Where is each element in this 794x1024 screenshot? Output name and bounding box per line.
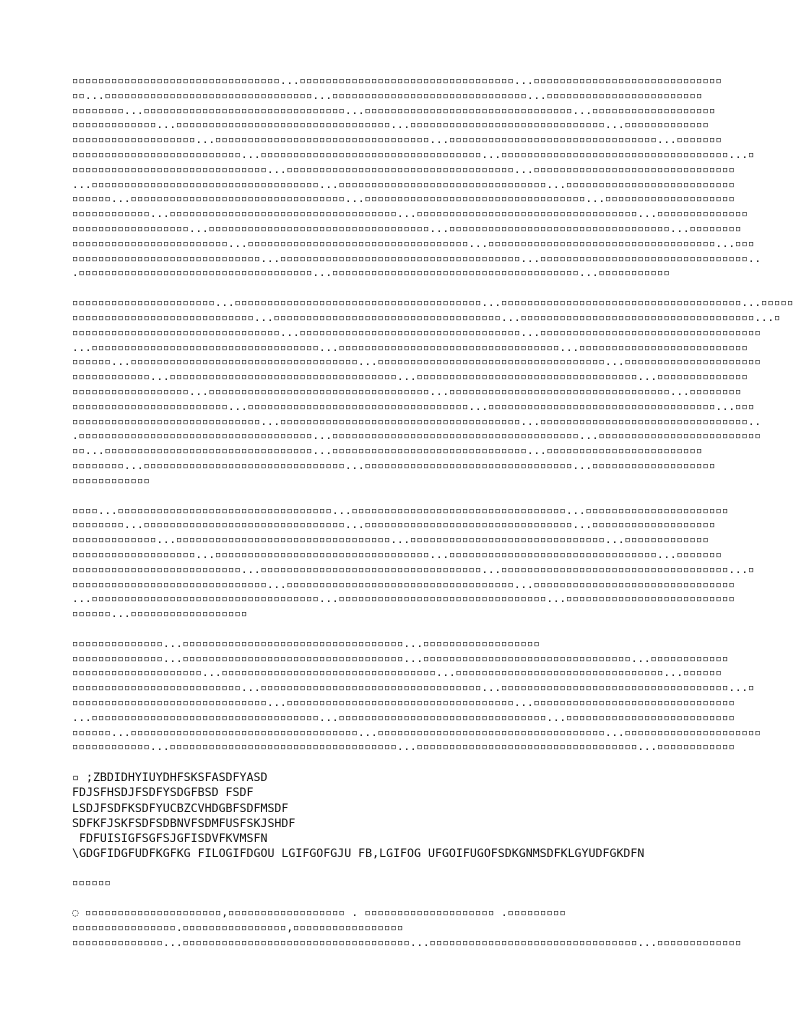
text-line: ▫▫▫▫▫▫▫▫▫▫▫▫ bbox=[72, 473, 151, 487]
text-line: ▫▫▫▫▫▫...▫▫▫▫▫▫▫▫▫▫▫▫▫▫▫▫▫▫▫▫▫▫▫▫▫▫▫▫▫▫▫▫▫▫▫...▫▫▫▫▫▫▫▫▫▫▫▫▫▫▫▫▫▫▫▫▫▫▫▫▫▫▫▫▫▫▫▫▫▫▫...▫▫▫▫▫▫▫▫▫▫▫▫▫▫▫▫▫▫▫▫▫ bbox=[72, 355, 762, 369]
text-line: ▫▫▫▫▫▫▫▫▫▫▫▫▫...▫▫▫▫▫▫▫▫▫▫▫▫▫▫▫▫▫▫▫▫▫▫▫▫▫▫▫▫▫▫▫▫▫...▫▫▫▫▫▫▫▫▫▫▫▫▫▫▫▫▫▫▫▫▫▫▫▫▫▫▫▫▫▫...▫▫▫▫▫▫▫▫▫▫▫▫▫ bbox=[72, 533, 710, 547]
text-line: ▫▫▫▫▫▫▫▫▫▫▫▫▫▫▫▫▫▫...▫▫▫▫▫▫▫▫▫▫▫▫▫▫▫▫▫▫▫▫▫▫▫▫▫▫▫▫▫▫▫▫▫▫...▫▫▫▫▫▫▫▫▫▫▫▫▫▫▫▫▫▫▫▫▫▫▫▫▫▫▫▫▫▫▫▫▫▫...▫▫▫▫▫▫▫▫ bbox=[72, 384, 742, 398]
text-line: ▫▫▫▫...▫▫▫▫▫▫▫▫▫▫▫▫▫▫▫▫▫▫▫▫▫▫▫▫▫▫▫▫▫▫▫▫▫...▫▫▫▫▫▫▫▫▫▫▫▫▫▫▫▫▫▫▫▫▫▫▫▫▫▫▫▫▫▫▫▫▫...▫▫▫▫▫▫▫▫▫▫▫▫▫▫▫▫▫▫▫▫▫▫ bbox=[72, 503, 729, 517]
text-line: SDFKFJSKFSDFSDBNVFSDMFUSFSKJSHDF bbox=[72, 815, 296, 830]
text-line: ▫▫▫▫▫▫▫▫▫▫▫▫▫▫▫▫.▫▫▫▫▫▫▫▫▫▫▫▫▫▫▫▫,▫▫▫▫▫▫▫▫▫▫▫▫▫▫▫▫▫ bbox=[72, 920, 404, 934]
text-line: ◌ ▫▫▫▫▫▫▫▫▫▫▫▫▫▫▫▫▫▫▫▫▫,▫▫▫▫▫▫▫▫▫▫▫▫▫▫▫▫▫▫ . ▫▫▫▫▫▫▫▫▫▫▫▫▫▫▫▫▫▫▫▫ .▫▫▫▫▫▫▫▫▫ bbox=[72, 906, 567, 920]
text-line: ▫▫▫▫▫▫▫▫▫▫▫▫▫▫▫▫▫▫▫▫▫▫▫▫▫▫▫▫▫▫...▫▫▫▫▫▫▫▫▫▫▫▫▫▫▫▫▫▫▫▫▫▫▫▫▫▫▫▫▫▫▫▫▫▫▫...▫▫▫▫▫▫▫▫▫▫▫▫▫▫▫▫▫▫▫▫▫▫▫▫▫▫▫▫▫▫▫ bbox=[72, 162, 736, 176]
text-line: ▫▫▫▫▫▫▫▫▫▫▫▫▫▫▫▫▫▫▫▫▫▫▫▫▫▫...▫▫▫▫▫▫▫▫▫▫▫▫▫▫▫▫▫▫▫▫▫▫▫▫▫▫▫▫▫▫▫▫▫▫...▫▫▫▫▫▫▫▫▫▫▫▫▫▫▫▫▫▫▫▫▫▫▫▫▫▫▫▫▫▫▫▫▫▫▫...▫ bbox=[72, 681, 755, 695]
text-line: ▫▫...▫▫▫▫▫▫▫▫▫▫▫▫▫▫▫▫▫▫▫▫▫▫▫▫▫▫▫▫▫▫▫▫...▫▫▫▫▫▫▫▫▫▫▫▫▫▫▫▫▫▫▫▫▫▫▫▫▫▫▫▫▫▫...▫▫▫▫▫▫▫▫▫▫▫▫▫▫▫▫▫▫▫▫▫▫▫▫ bbox=[72, 88, 703, 102]
text-line: .▫▫▫▫▫▫▫▫▫▫▫▫▫▫▫▫▫▫▫▫▫▫▫▫▫▫▫▫▫▫▫▫▫▫▫▫...▫▫▫▫▫▫▫▫▫▫▫▫▫▫▫▫▫▫▫▫▫▫▫▫▫▫▫▫▫▫▫▫▫▫▫▫▫▫...▫▫▫▫▫▫▫▫▫▫▫ bbox=[72, 266, 671, 280]
text-line: ▫▫▫▫▫▫...▫▫▫▫▫▫▫▫▫▫▫▫▫▫▫▫▫▫ bbox=[72, 607, 248, 621]
text-line: ▫▫▫▫▫▫▫▫▫▫▫▫▫▫▫▫▫▫▫▫▫▫▫▫▫▫▫▫▫▫...▫▫▫▫▫▫▫▫▫▫▫▫▫▫▫▫▫▫▫▫▫▫▫▫▫▫▫▫▫▫▫▫▫▫▫...▫▫▫▫▫▫▫▫▫▫▫▫▫▫▫▫▫▫▫▫▫▫▫▫▫▫▫▫▫▫▫ bbox=[72, 577, 736, 591]
text-line: ▫▫▫▫▫▫▫▫▫▫▫▫▫▫...▫▫▫▫▫▫▫▫▫▫▫▫▫▫▫▫▫▫▫▫▫▫▫▫▫▫▫▫▫▫▫▫▫▫▫...▫▫▫▫▫▫▫▫▫▫▫▫▫▫▫▫▫▫▫▫▫▫▫▫▫▫▫▫▫▫▫▫...▫▫▫▫▫▫▫▫▫▫▫▫▫ bbox=[72, 935, 742, 949]
text-line: ...▫▫▫▫▫▫▫▫▫▫▫▫▫▫▫▫▫▫▫▫▫▫▫▫▫▫▫▫▫▫▫▫▫▫▫...▫▫▫▫▫▫▫▫▫▫▫▫▫▫▫▫▫▫▫▫▫▫▫▫▫▫▫▫▫▫▫▫...▫▫▫▫▫▫▫▫▫▫▫▫▫▫▫▫▫▫▫▫▫▫▫▫▫▫ bbox=[72, 710, 736, 724]
text-line: ▫▫▫▫▫▫...▫▫▫▫▫▫▫▫▫▫▫▫▫▫▫▫▫▫▫▫▫▫▫▫▫▫▫▫▫▫▫▫▫▫▫...▫▫▫▫▫▫▫▫▫▫▫▫▫▫▫▫▫▫▫▫▫▫▫▫▫▫▫▫▫▫▫▫▫▫▫...▫▫▫▫▫▫▫▫▫▫▫▫▫▫▫▫▫▫▫▫▫ bbox=[72, 725, 762, 739]
text-line: FDJSFHSDJFSDFYSDGFBSD FSDF bbox=[72, 785, 254, 800]
text-line: ▫▫▫▫▫▫▫▫...▫▫▫▫▫▫▫▫▫▫▫▫▫▫▫▫▫▫▫▫▫▫▫▫▫▫▫▫▫▫▫...▫▫▫▫▫▫▫▫▫▫▫▫▫▫▫▫▫▫▫▫▫▫▫▫▫▫▫▫▫▫▫▫...▫▫▫▫▫▫▫▫▫▫▫▫▫▫▫▫▫▫▫ bbox=[72, 518, 716, 532]
text-line: ▫▫▫▫▫▫▫▫▫▫▫▫...▫▫▫▫▫▫▫▫▫▫▫▫▫▫▫▫▫▫▫▫▫▫▫▫▫▫▫▫▫▫▫▫▫▫▫...▫▫▫▫▫▫▫▫▫▫▫▫▫▫▫▫▫▫▫▫▫▫▫▫▫▫▫▫▫▫▫▫▫▫...▫▫▫▫▫▫▫▫▫▫▫▫▫▫ bbox=[72, 370, 749, 384]
text-line: \GDGFIDGFUDFKGFKG FILOGIFDGOU LGIFGOFGJU FB,LGIFOG UFGOIFUGOFSDKGNMSDFKLGYUDFGKDFN bbox=[72, 846, 645, 861]
text-line: ▫▫▫▫▫▫▫▫▫▫▫▫▫▫▫▫▫▫▫▫...▫▫▫▫▫▫▫▫▫▫▫▫▫▫▫▫▫▫▫▫▫▫▫▫▫▫▫▫▫▫▫▫▫...▫▫▫▫▫▫▫▫▫▫▫▫▫▫▫▫▫▫▫▫▫▫▫▫▫▫▫▫▫▫▫▫...▫▫▫▫▫▫ bbox=[72, 666, 723, 680]
text-line: ▫▫▫▫▫▫▫▫▫▫▫▫▫▫▫▫▫▫▫▫▫▫▫▫▫▫▫▫▫▫▫▫...▫▫▫▫▫▫▫▫▫▫▫▫▫▫▫▫▫▫▫▫▫▫▫▫▫▫▫▫▫▫▫▫▫...▫▫▫▫▫▫▫▫▫▫▫▫▫▫▫▫▫▫▫▫▫▫▫▫▫▫▫▫▫ bbox=[72, 74, 723, 87]
text-line: ▫▫▫▫▫▫▫▫▫▫▫▫▫▫...▫▫▫▫▫▫▫▫▫▫▫▫▫▫▫▫▫▫▫▫▫▫▫▫▫▫▫▫▫▫▫▫▫▫...▫▫▫▫▫▫▫▫▫▫▫▫▫▫▫▫▫▫ bbox=[72, 636, 541, 650]
text-line: ...▫▫▫▫▫▫▫▫▫▫▫▫▫▫▫▫▫▫▫▫▫▫▫▫▫▫▫▫▫▫▫▫▫▫▫...▫▫▫▫▫▫▫▫▫▫▫▫▫▫▫▫▫▫▫▫▫▫▫▫▫▫▫▫▫▫▫▫...▫▫▫▫▫▫▫▫▫▫▫▫▫▫▫▫▫▫▫▫▫▫▫▫▫▫ bbox=[72, 592, 736, 606]
text-line: ▫▫▫▫▫▫▫▫▫▫▫▫▫▫▫▫▫▫▫▫▫▫▫▫▫▫...▫▫▫▫▫▫▫▫▫▫▫▫▫▫▫▫▫▫▫▫▫▫▫▫▫▫▫▫▫▫▫▫▫▫...▫▫▫▫▫▫▫▫▫▫▫▫▫▫▫▫▫▫▫▫▫▫▫▫▫▫▫▫▫▫▫▫▫▫▫...▫ bbox=[72, 147, 755, 161]
paragraph bbox=[72, 74, 762, 281]
paragraph bbox=[72, 876, 712, 891]
text-line: ...▫▫▫▫▫▫▫▫▫▫▫▫▫▫▫▫▫▫▫▫▫▫▫▫▫▫▫▫▫▫▫▫▫▫▫...▫▫▫▫▫▫▫▫▫▫▫▫▫▫▫▫▫▫▫▫▫▫▫▫▫▫▫▫▫▫▫▫...▫▫▫▫▫▫▫▫▫▫▫▫▫▫▫▫▫▫▫▫▫▫▫▫▫▫ bbox=[72, 177, 736, 191]
text-line: ▫▫▫▫▫▫▫▫▫▫▫▫▫▫▫▫▫▫▫▫▫▫▫▫▫▫▫▫▫▫▫▫...▫▫▫▫▫▫▫▫▫▫▫▫▫▫▫▫▫▫▫▫▫▫▫▫▫▫▫▫▫▫▫▫▫▫...▫▫▫▫▫▫▫▫▫▫▫▫▫▫▫▫▫▫▫▫▫▫▫▫▫▫▫▫▫▫▫▫▫▫ bbox=[72, 325, 762, 339]
text-line: ▫▫▫▫▫▫▫▫▫▫▫▫▫▫▫▫▫▫▫▫▫▫▫▫▫▫...▫▫▫▫▫▫▫▫▫▫▫▫▫▫▫▫▫▫▫▫▫▫▫▫▫▫▫▫▫▫▫▫▫▫...▫▫▫▫▫▫▫▫▫▫▫▫▫▫▫▫▫▫▫▫▫▫▫▫▫▫▫▫▫▫▫▫▫▫▫...▫ bbox=[72, 562, 755, 576]
text-line: ▫▫▫▫▫▫▫▫▫▫▫▫▫▫...▫▫▫▫▫▫▫▫▫▫▫▫▫▫▫▫▫▫▫▫▫▫▫▫▫▫▫▫▫▫▫▫▫▫...▫▫▫▫▫▫▫▫▫▫▫▫▫▫▫▫▫▫▫▫▫▫▫▫▫▫▫▫▫▫▫▫...▫▫▫▫▫▫▫▫▫▫▫▫ bbox=[72, 651, 729, 665]
text-line: ...▫▫▫▫▫▫▫▫▫▫▫▫▫▫▫▫▫▫▫▫▫▫▫▫▫▫▫▫▫▫▫▫▫▫▫...▫▫▫▫▫▫▫▫▫▫▫▫▫▫▫▫▫▫▫▫▫▫▫▫▫▫▫▫▫▫▫▫▫▫...▫▫▫▫▫▫▫▫▫▫▫▫▫▫▫▫▫▫▫▫▫▫▫▫▫▫ bbox=[72, 340, 749, 354]
paragraph bbox=[72, 503, 755, 622]
text-line: ▫▫▫▫▫▫▫▫▫▫▫▫▫▫▫▫▫▫▫▫▫▫▫▫▫▫▫▫▫...▫▫▫▫▫▫▫▫▫▫▫▫▫▫▫▫▫▫▫▫▫▫▫▫▫▫▫▫▫▫▫▫▫▫▫▫▫...▫▫▫▫▫▫▫▫▫▫▫▫▫▫▫▫▫▫▫▫▫▫▫▫▫▫▫▫▫▫▫▫.. bbox=[72, 414, 762, 428]
text-line: ▫▫▫▫▫▫▫▫▫▫▫▫▫▫▫▫▫▫▫...▫▫▫▫▫▫▫▫▫▫▫▫▫▫▫▫▫▫▫▫▫▫▫▫▫▫▫▫▫▫▫▫▫...▫▫▫▫▫▫▫▫▫▫▫▫▫▫▫▫▫▫▫▫▫▫▫▫▫▫▫▫▫▫▫▫...▫▫▫▫▫▫▫ bbox=[72, 547, 723, 561]
text-line: ▫▫▫▫▫▫▫▫▫▫▫▫▫▫▫▫▫▫▫▫▫▫...▫▫▫▫▫▫▫▫▫▫▫▫▫▫▫▫▫▫▫▫▫▫▫▫▫▫▫▫▫▫▫▫▫▫▫▫▫▫...▫▫▫▫▫▫▫▫▫▫▫▫▫▫▫▫▫▫▫▫▫▫▫▫▫▫▫▫▫▫▫▫▫▫▫▫▫...▫▫▫▫▫ bbox=[72, 296, 794, 310]
text-line: ▫▫▫▫▫▫▫▫▫▫▫▫▫▫▫▫▫▫▫...▫▫▫▫▫▫▫▫▫▫▫▫▫▫▫▫▫▫▫▫▫▫▫▫▫▫▫▫▫▫▫▫▫...▫▫▫▫▫▫▫▫▫▫▫▫▫▫▫▫▫▫▫▫▫▫▫▫▫▫▫▫▫▫▫▫...▫▫▫▫▫▫▫ bbox=[72, 133, 723, 147]
text-line: ▫▫▫▫▫▫▫▫▫▫▫▫...▫▫▫▫▫▫▫▫▫▫▫▫▫▫▫▫▫▫▫▫▫▫▫▫▫▫▫▫▫▫▫▫▫▫▫...▫▫▫▫▫▫▫▫▫▫▫▫▫▫▫▫▫▫▫▫▫▫▫▫▫▫▫▫▫▫▫▫▫▫...▫▫▫▫▫▫▫▫▫▫▫▫ bbox=[72, 740, 736, 754]
document-page bbox=[72, 74, 794, 966]
text-line: ▫▫▫▫▫▫▫▫▫▫▫▫▫▫▫▫▫▫▫▫▫▫▫▫▫▫▫▫...▫▫▫▫▫▫▫▫▫▫▫▫▫▫▫▫▫▫▫▫▫▫▫▫▫▫▫▫▫▫▫▫▫▫▫...▫▫▫▫▫▫▫▫▫▫▫▫▫▫▫▫▫▫▫▫▫▫▫▫▫▫▫▫▫▫▫▫▫▫▫▫...▫ bbox=[72, 310, 781, 324]
text-line: ▫▫▫▫▫▫ bbox=[72, 876, 112, 890]
text-line: ▫ ;ZBDIDHYIUYDHFSKSFASDFYASD bbox=[72, 770, 268, 785]
text-line: FDFUISIGFSGFSJGFISDVFKVMSFN bbox=[72, 831, 268, 846]
text-line: ▫▫▫▫▫▫▫▫▫▫▫▫▫▫▫▫▫▫▫▫▫▫▫▫...▫▫▫▫▫▫▫▫▫▫▫▫▫▫▫▫▫▫▫▫▫▫▫▫▫▫▫▫▫▫▫▫▫▫...▫▫▫▫▫▫▫▫▫▫▫▫▫▫▫▫▫▫▫▫▫▫▫▫▫▫▫▫▫▫▫▫▫▫▫...▫▫▫ bbox=[72, 236, 755, 250]
text-line: ▫▫▫▫▫▫▫▫...▫▫▫▫▫▫▫▫▫▫▫▫▫▫▫▫▫▫▫▫▫▫▫▫▫▫▫▫▫▫▫...▫▫▫▫▫▫▫▫▫▫▫▫▫▫▫▫▫▫▫▫▫▫▫▫▫▫▫▫▫▫▫▫...▫▫▫▫▫▫▫▫▫▫▫▫▫▫▫▫▫▫▫ bbox=[72, 458, 716, 472]
text-line: ▫▫...▫▫▫▫▫▫▫▫▫▫▫▫▫▫▫▫▫▫▫▫▫▫▫▫▫▫▫▫▫▫▫▫...▫▫▫▫▫▫▫▫▫▫▫▫▫▫▫▫▫▫▫▫▫▫▫▫▫▫▫▫▫▫...▫▫▫▫▫▫▫▫▫▫▫▫▫▫▫▫▫▫▫▫▫▫▫▫ bbox=[72, 444, 703, 458]
text-line: ▫▫▫▫▫▫▫▫...▫▫▫▫▫▫▫▫▫▫▫▫▫▫▫▫▫▫▫▫▫▫▫▫▫▫▫▫▫▫▫...▫▫▫▫▫▫▫▫▫▫▫▫▫▫▫▫▫▫▫▫▫▫▫▫▫▫▫▫▫▫▫▫...▫▫▫▫▫▫▫▫▫▫▫▫▫▫▫▫▫▫▫ bbox=[72, 103, 716, 117]
text-line: ▫▫▫▫▫▫▫▫▫▫▫▫▫▫▫▫▫▫▫▫▫▫▫▫▫▫▫▫▫▫...▫▫▫▫▫▫▫▫▫▫▫▫▫▫▫▫▫▫▫▫▫▫▫▫▫▫▫▫▫▫▫▫▫▫▫...▫▫▫▫▫▫▫▫▫▫▫▫▫▫▫▫▫▫▫▫▫▫▫▫▫▫▫▫▫▫▫ bbox=[72, 696, 736, 710]
text-line: ▫▫▫▫▫▫▫▫▫▫▫▫▫▫▫▫▫▫▫▫▫▫▫▫...▫▫▫▫▫▫▫▫▫▫▫▫▫▫▫▫▫▫▫▫▫▫▫▫▫▫▫▫▫▫▫▫▫▫...▫▫▫▫▫▫▫▫▫▫▫▫▫▫▫▫▫▫▫▫▫▫▫▫▫▫▫▫▫▫▫▫▫▫▫...▫▫▫ bbox=[72, 399, 755, 413]
text-line: LSDJFSDFKSDFYUCBZCVHDGBFSDFMSDF bbox=[72, 800, 289, 815]
paragraph bbox=[72, 906, 742, 950]
paragraph bbox=[72, 296, 794, 488]
paragraph bbox=[72, 770, 712, 861]
text-line: ▫▫▫▫▫▫▫▫▫▫▫▫▫...▫▫▫▫▫▫▫▫▫▫▫▫▫▫▫▫▫▫▫▫▫▫▫▫▫▫▫▫▫▫▫▫▫...▫▫▫▫▫▫▫▫▫▫▫▫▫▫▫▫▫▫▫▫▫▫▫▫▫▫▫▫▫▫...▫▫▫▫▫▫▫▫▫▫▫▫▫ bbox=[72, 118, 710, 132]
text-line: ▫▫▫▫▫▫...▫▫▫▫▫▫▫▫▫▫▫▫▫▫▫▫▫▫▫▫▫▫▫▫▫▫▫▫▫▫▫▫▫...▫▫▫▫▫▫▫▫▫▫▫▫▫▫▫▫▫▫▫▫▫▫▫▫▫▫▫▫▫▫▫▫▫▫...▫▫▫▫▫▫▫▫▫▫▫▫▫▫▫▫▫▫▫▫ bbox=[72, 192, 736, 206]
text-line: ▫▫▫▫▫▫▫▫▫▫▫▫...▫▫▫▫▫▫▫▫▫▫▫▫▫▫▫▫▫▫▫▫▫▫▫▫▫▫▫▫▫▫▫▫▫▫▫...▫▫▫▫▫▫▫▫▫▫▫▫▫▫▫▫▫▫▫▫▫▫▫▫▫▫▫▫▫▫▫▫▫▫...▫▫▫▫▫▫▫▫▫▫▫▫▫▫ bbox=[72, 207, 749, 221]
text-line: ▫▫▫▫▫▫▫▫▫▫▫▫▫▫▫▫▫▫▫▫▫▫▫▫▫▫▫▫▫...▫▫▫▫▫▫▫▫▫▫▫▫▫▫▫▫▫▫▫▫▫▫▫▫▫▫▫▫▫▫▫▫▫▫▫▫▫...▫▫▫▫▫▫▫▫▫▫▫▫▫▫▫▫▫▫▫▫▫▫▫▫▫▫▫▫▫▫▫▫.. bbox=[72, 251, 762, 265]
text-line: ▫▫▫▫▫▫▫▫▫▫▫▫▫▫▫▫▫▫...▫▫▫▫▫▫▫▫▫▫▫▫▫▫▫▫▫▫▫▫▫▫▫▫▫▫▫▫▫▫▫▫▫▫...▫▫▫▫▫▫▫▫▫▫▫▫▫▫▫▫▫▫▫▫▫▫▫▫▫▫▫▫▫▫▫▫▫▫...▫▫▫▫▫▫▫▫ bbox=[72, 221, 742, 235]
paragraph bbox=[72, 636, 762, 755]
text-line: .▫▫▫▫▫▫▫▫▫▫▫▫▫▫▫▫▫▫▫▫▫▫▫▫▫▫▫▫▫▫▫▫▫▫▫▫...▫▫▫▫▫▫▫▫▫▫▫▫▫▫▫▫▫▫▫▫▫▫▫▫▫▫▫▫▫▫▫▫▫▫▫▫▫▫...▫▫▫▫▫▫▫▫▫▫▫▫▫▫▫▫▫▫▫▫▫▫▫▫▫ bbox=[72, 429, 762, 443]
